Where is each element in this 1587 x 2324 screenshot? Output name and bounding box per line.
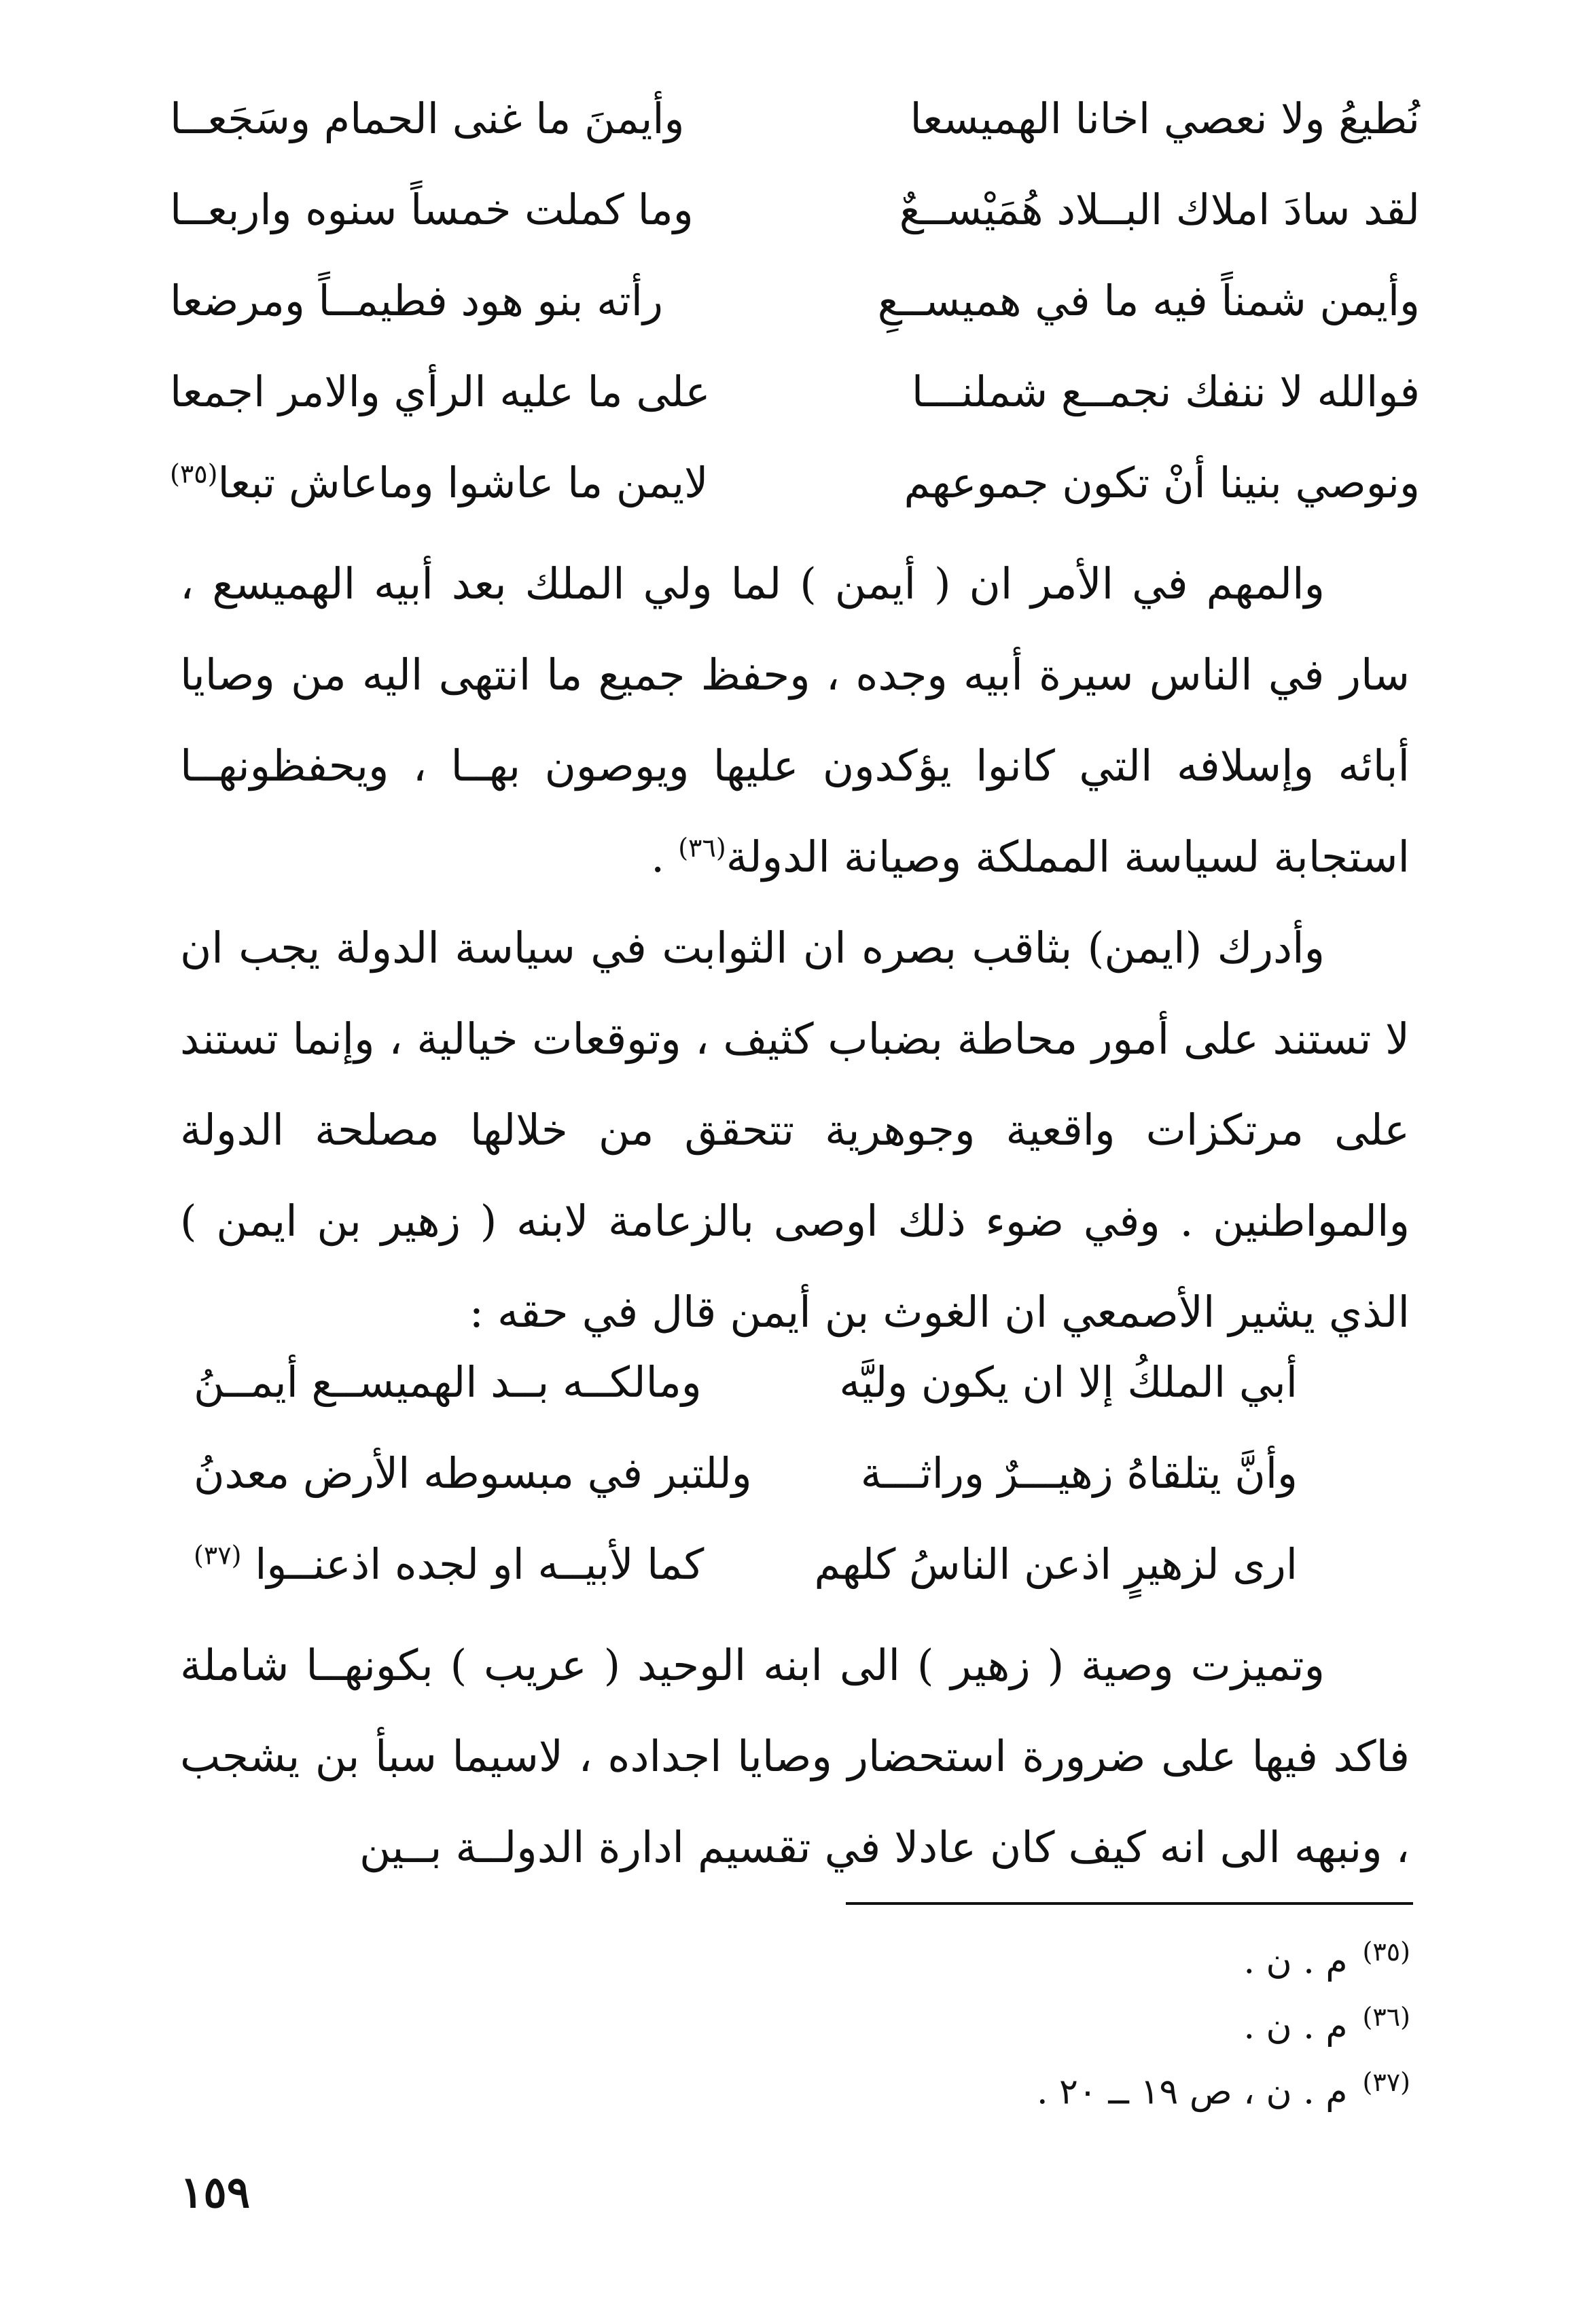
- footnote-marker: (٣٧): [194, 1540, 242, 1571]
- poem-verse: [170, 267, 1420, 358]
- footnote-text: م . ن .: [1243, 1941, 1348, 1982]
- verse-first-hemistich: أبي الملكُ إلا ان يكون وليَّه: [839, 1357, 1298, 1407]
- verse-second-hemistich: [194, 1531, 704, 1598]
- body-text-block-1: [180, 539, 1410, 1358]
- footnote-text: م . ن ، ص ١٩ ــ ٢٠ .: [1036, 2071, 1348, 2113]
- verse-second-hemistich: رأته بنو هود فطيمــاً ومرضعا: [170, 276, 663, 325]
- footnote: [799, 2050, 1410, 2115]
- verse-first-hemistich: لقد سادَ املاك البــلاد هُمَيْســعٌ: [899, 185, 1420, 234]
- footnote-marker: (٣٦): [678, 833, 726, 863]
- paragraph: وأدرك (ايمن) بثاقب بصره ان الثوابت في سياسة الدولة يجب ان لا تستند على أمور محاطة بضباب كثيف ، وتوقعات خيالية ، وإنما تستند على مرتكزات واقعية وجوهرية تتحقق من خلالها مصلحة الدولة والمواطنين . وفي ضوء ذلك اوصى بالزعامة لابنه ( زهير بن ايمن ) الذي يشير الأصمعي ان الغوث بن أيمن قال في حقه :: [180, 923, 1410, 1337]
- paragraph: وتميزت وصية ( زهير ) الى ابنه الوحيد ( عريب ) بكونهــا شاملة فاكد فيها على ضرورة استحضار وصايا اجداده ، لاسيما سبأ بن يشجب ، ونبهه الى انه كيف كان عادلا في تقسيم ادارة الدولــة بــين: [180, 1641, 1410, 1872]
- poem-verse: [170, 176, 1420, 267]
- verse-text: كما لأبيــه او لجده اذعنــوا: [255, 1539, 705, 1589]
- poem-verse: [194, 1440, 1298, 1531]
- verse-first-hemistich: فوالله لا ننفك نجمــع شملنـــا: [911, 367, 1420, 416]
- verse-second-hemistich: وما كملت خمساً سنوه واربعــا: [170, 185, 694, 234]
- verse-first-hemistich: نُطيعُ ولا نعصي اخانا الهميسعا: [910, 94, 1420, 143]
- footnote-number: (٣٥): [1362, 1937, 1410, 1967]
- footnotes: [799, 1919, 1410, 2115]
- verse-first-hemistich: ارى لزهيرٍ اذعن الناسُ كلهم: [814, 1539, 1298, 1589]
- footnote: [799, 1919, 1410, 1984]
- poem-verse: [194, 1348, 1298, 1440]
- poem-block-2: [194, 1348, 1298, 1622]
- poem-verse: [170, 358, 1420, 449]
- poem-verse: [170, 85, 1420, 176]
- page-number: ١٥٩: [180, 2167, 251, 2218]
- poem-verse: [170, 449, 1420, 540]
- verse-second-hemistich: وللتبر في مبسوطه الأرض معدنُ: [194, 1448, 752, 1498]
- paragraph: [180, 539, 1410, 903]
- footnote-text: م . ن .: [1243, 2006, 1348, 2048]
- verse-text: لايمن ما عاشوا وماعاش تبعا: [217, 458, 709, 507]
- poem-verse: [194, 1531, 1298, 1622]
- footnote-separator: [846, 1902, 1413, 1905]
- body-text-block-2: [180, 1620, 1410, 1893]
- footnote-marker: (٣٥): [170, 459, 218, 489]
- paragraph-end: .: [651, 832, 679, 882]
- verse-first-hemistich: وأنَّ يتلقاهُ زهيـــرٌ وراثـــة: [860, 1448, 1298, 1498]
- footnote: [799, 1984, 1410, 2050]
- footnote-number: (٣٧): [1362, 2067, 1410, 2097]
- poem-block-1: [170, 85, 1420, 540]
- footnote-number: (٣٦): [1362, 2002, 1410, 2032]
- verse-first-hemistich: وأيمن شمناً فيه ما في هميســعِ: [877, 276, 1420, 325]
- verse-second-hemistich: على ما عليه الرأي والامر اجمعا: [170, 367, 711, 416]
- verse-second-hemistich: وأيمنَ ما غنى الحمام وسَجَعــا: [170, 94, 685, 143]
- verse-second-hemistich: [170, 449, 709, 517]
- verse-first-hemistich: ونوصي بنينا أنْ تكون جموعهم: [904, 458, 1420, 507]
- verse-second-hemistich: ومالكــه بــد الهميســع أيمــنُ: [194, 1357, 702, 1407]
- paragraph-text: والمهم في الأمر ان ( أيمن ) لما ولي الملك بعد أبيه الهميسع ، سار في الناس سيرة أبيه وجده ، وحفظ جميع ما انتهى اليه من وصايا أبائه وإسلافه التي كانوا يؤكدون عليها ويوصون بهــا ، ويحفظونهــا استجابة لسياسة المملكة وصيانة الدولة: [180, 559, 1410, 882]
